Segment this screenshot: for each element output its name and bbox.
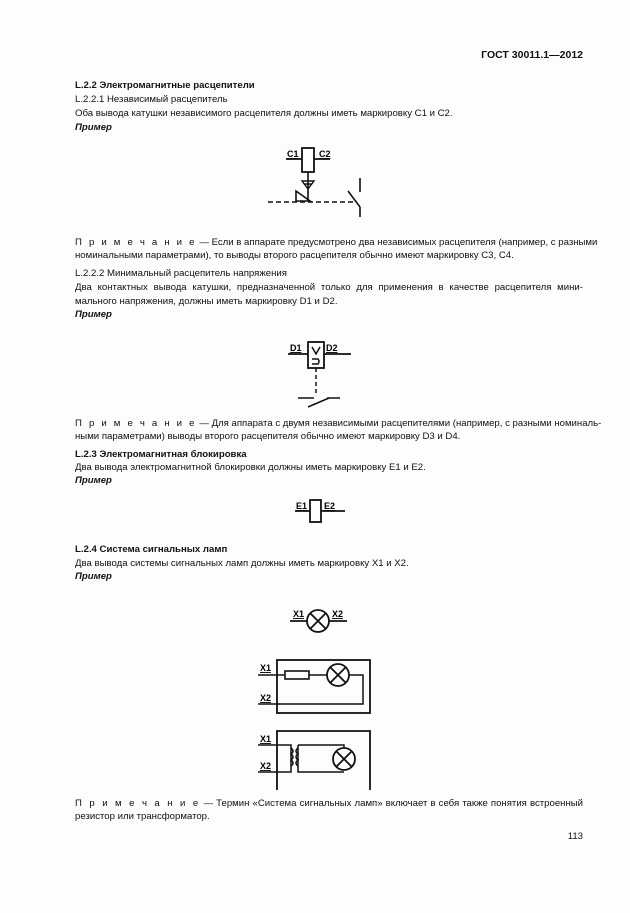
standard-header: ГОСТ 30011.1—2012 — [481, 49, 583, 61]
section-heading-l24 — [75, 544, 583, 556]
terminal-label-c2: C2 — [319, 149, 331, 159]
section-number: L.2.2 — [75, 80, 97, 91]
terminal-label-x2: X2 — [260, 693, 272, 703]
terminal-label-d2: D2 — [326, 343, 338, 353]
signal-lamp-diagrams — [255, 600, 385, 780]
section-number: L.2.4 — [75, 544, 97, 555]
page-number: 113 — [567, 831, 583, 842]
paragraph: Два вывода системы сигнальных ламп должны иметь маркировку X1 и X2. — [75, 558, 409, 569]
interlock-coil-diagram — [293, 496, 353, 526]
note-2-line2: ными параметрами) выводы второго расцепителя обычно имеют маркировку D3 и D4. — [75, 431, 461, 442]
lamp-with-resistor-diagram — [258, 660, 370, 713]
note-text: — Для аппарата с двумя независимыми расцепителями (например, с разными номиналь- — [199, 418, 602, 429]
paragraph: Два вывода электромагнитной блокировки должны иметь маркировку E1 и E2. — [75, 462, 426, 473]
terminal-label-x2: X2 — [332, 609, 344, 619]
terminal-label-e1: E1 — [296, 501, 308, 511]
section-title: Система сигнальных ламп — [99, 544, 228, 555]
terminal-label-x2: X2 — [260, 761, 272, 771]
section-title: Электромагнитная блокировка — [99, 449, 247, 460]
example-label: Пример — [75, 571, 112, 582]
note-text: — Термин «Система сигнальных ламп» включает в себя также понятия встроенный — [203, 798, 583, 809]
example-label: Пример — [75, 309, 112, 320]
paragraph-line2: мального напряжения, должны иметь маркировку D1 и D2. — [75, 296, 338, 307]
note-1-line2: номинальными параметрами), то выводы второго расцепителя обычно имеют маркировку C3, C4. — [75, 250, 514, 261]
terminal-label-c1: C1 — [287, 149, 299, 159]
section-heading-l23 — [75, 449, 583, 461]
section-heading-l22 — [75, 80, 583, 92]
note-3 — [75, 798, 583, 810]
example-label: Пример — [75, 122, 112, 133]
note-text: — Если в аппарате предусмотрено два независимых расцепителя (например, с разными — [199, 237, 598, 248]
note-label: П р и м е ч а н и е — [75, 418, 197, 429]
section-title: Электромагнитные расцепители — [99, 80, 255, 91]
paragraph: Два контактных вывода катушки, предназначенной только для применения в качестве расцепителя мини- — [75, 282, 583, 293]
note-label: П р и м е ч а н и е — [75, 237, 197, 248]
note-1 — [75, 237, 598, 249]
lamp-with-transformer-diagram — [258, 731, 370, 790]
undervoltage-release-diagram — [285, 340, 355, 410]
subsection-l221: L.2.2.1 Независимый расцепитель — [75, 94, 228, 105]
terminal-label-x1: X1 — [260, 663, 272, 673]
example-label: Пример — [75, 475, 112, 486]
terminal-label-e2: E2 — [324, 501, 336, 511]
terminal-label-d1: D1 — [290, 343, 302, 353]
section-number: L.2.3 — [75, 449, 97, 460]
shunt-release-diagram — [260, 145, 380, 220]
note-2 — [75, 418, 602, 430]
subsection-l222: L.2.2.2 Минимальный расцепитель напряжения — [75, 268, 287, 279]
note-3-line2: резистор или трансформатор. — [75, 811, 210, 822]
terminal-label-x1: X1 — [293, 609, 305, 619]
note-label: П р и м е ч а н и е — [75, 798, 201, 809]
lamp-symbol-diagram — [290, 609, 347, 632]
terminal-label-x1: X1 — [260, 734, 272, 744]
paragraph: Оба вывода катушки независимого расцепителя должны иметь маркировку C1 и C2. — [75, 108, 453, 119]
